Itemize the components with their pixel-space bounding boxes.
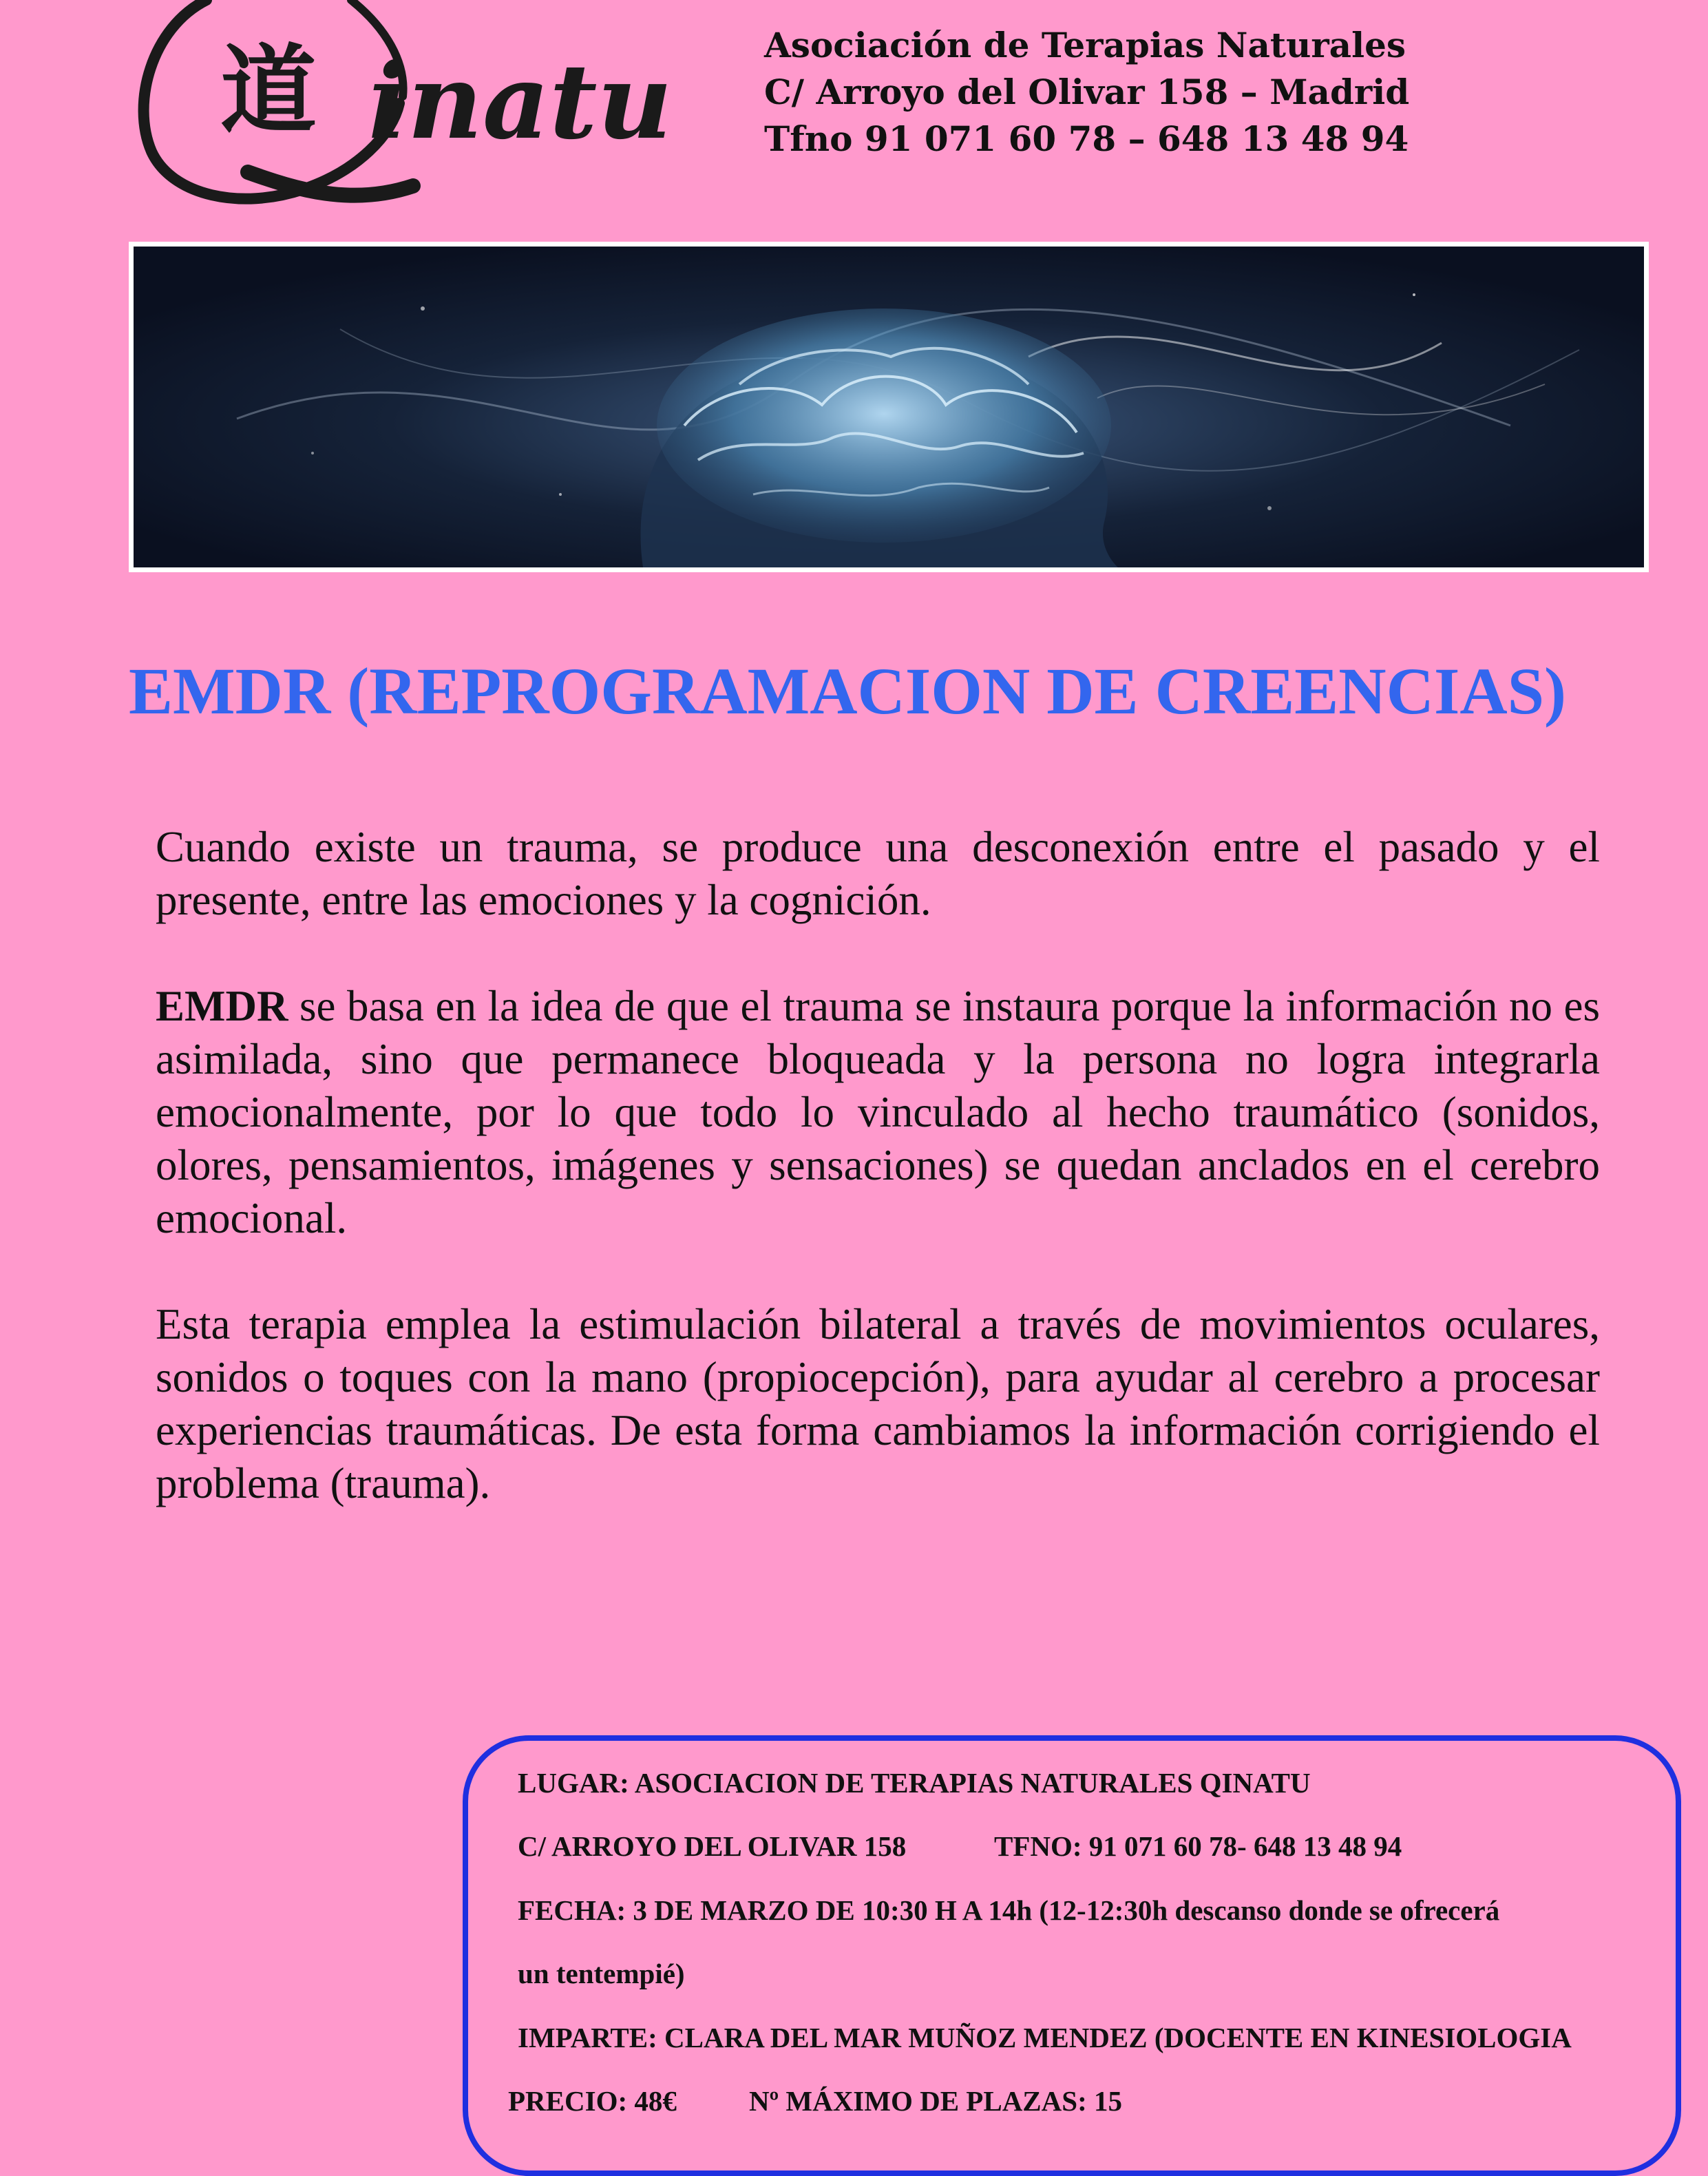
info-precio: PRECIO: 48€ [508, 2085, 677, 2117]
brain-banner-image [129, 242, 1649, 572]
emdr-bold: EMDR [156, 982, 288, 1030]
paragraph-emdr-text: se basa en la idea de que el trauma se instaura porque la información no es asimilada, sino que permanece bloqueada y la persona no logra integrarla emocionalmente, por lo que todo lo vinculado al hecho traumático (sonidos, olores, pensamientos, imágenes y sensaciones) se quedan anclados en el cerebro emocional. [156, 982, 1600, 1242]
paragraph-therapy: Esta terapia emplea la estimulación bilateral a través de movimientos oculares, sonidos o toques con la mano (propiocepción), para ayudar al cerebro a procesar experiencias traumáticas. De esta forma cambiamos la información corrigiendo el problema (trauma). [156, 1300, 1600, 1507]
info-fecha-cont: un tentempié) [518, 1958, 685, 1989]
body-text [156, 821, 1600, 1563]
paragraph-trauma: Cuando existe un trauma, se produce una desconexión entre el pasado y el presente, entre las emociones y la cognición. [156, 823, 1600, 924]
header-line-association: Asociación de Terapias Naturales [764, 25, 1406, 65]
info-telefono: TFNO: 91 071 60 78- 648 13 48 94 [994, 1830, 1402, 1862]
header-address [764, 22, 1590, 163]
info-direccion: C/ ARROYO DEL OLIVAR 158 [518, 1830, 907, 1862]
header-line-phone: Tfno 91 071 60 78 – 648 13 48 94 [764, 118, 1409, 159]
info-fecha: FECHA: 3 DE MARZO DE 10:30 H A 14h (12-12:30h descanso donde se ofrecerá [518, 1894, 1500, 1926]
page-title: EMDR (REPROGRAMACION DE CREENCIAS) [129, 654, 1566, 728]
brain-illustration-icon [134, 247, 1644, 567]
logo-text: inatu [368, 41, 673, 163]
header-line-address: C/ Arroyo del Olivar 158 – Madrid [764, 72, 1410, 112]
info-plazas: Nº MÁXIMO DE PLAZAS: 15 [749, 2085, 1122, 2117]
logo-glyph: 道 [220, 34, 317, 147]
info-imparte: IMPARTE: CLARA DEL MAR MUÑOZ MENDEZ (DOCENTE EN KINESIOLOGIA [518, 2022, 1572, 2053]
paragraph-emdr [156, 980, 1600, 1245]
info-lugar: LUGAR: ASOCIACION DE TERAPIAS NATURALES QINATU [518, 1767, 1311, 1799]
qinatu-logo [124, 0, 673, 207]
